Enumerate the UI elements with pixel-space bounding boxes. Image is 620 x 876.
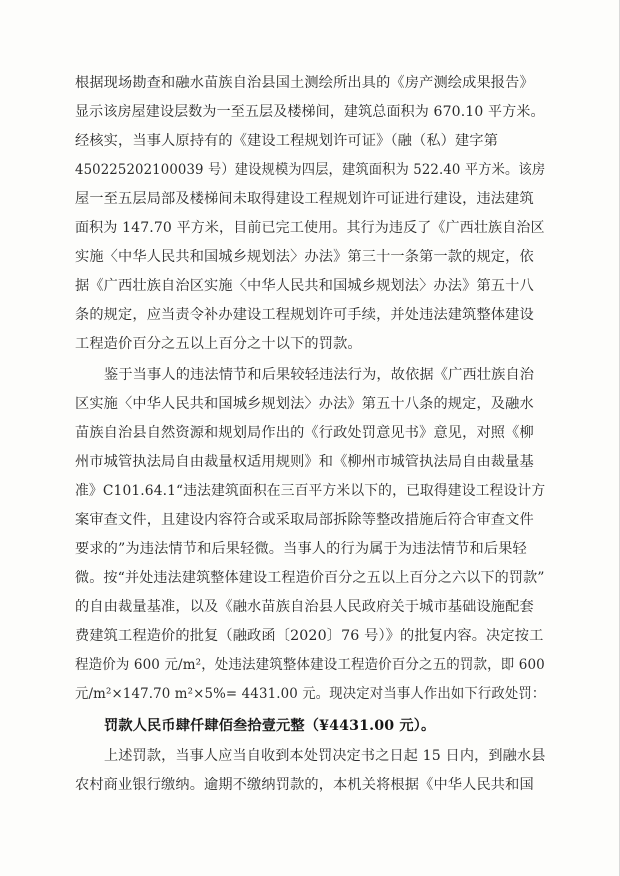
text-line: 显示该房屋建设层数为一至五层及楼梯间，建筑总面积为 670.10 平方米。	[75, 104, 545, 120]
text-line: 根据现场勘查和融水苗族自治县国土测绘所出具的《房产测绘成果报告》	[75, 75, 534, 91]
text-line: 农村商业银行缴纳。逾期不缴纳罚款的，本机关将根据《中华人民共和国	[75, 777, 534, 793]
text-line: 元/m²×147.70 m²×5%= 4431.00 元。现决定对当事人作出如下行政处罚：	[75, 686, 546, 702]
text-line: 工程造价百分之五以上百分之十以下的罚款。	[75, 336, 362, 352]
paragraph-first-line: 上述罚款，当事人应当自收到本处罚决定书之日起 15 日内，到融水县	[104, 748, 546, 764]
text-line: 屋一至五层局部及楼梯间未取得建设工程规划许可证进行建设，违法建筑	[75, 191, 534, 207]
text-line: 州市城管执法局自由裁量权适用规则》和《柳州市城管执法局自由裁量基	[75, 454, 534, 470]
text-line: 经核实，当事人原持有的《建设工程规划许可证》（融（私）建字第	[75, 133, 499, 149]
text-line: 苗族自治县自然资源和规划局作出的《行政处罚意见书》意见，对照《柳	[75, 425, 534, 441]
text-line: 程造价为 600 元/m²，处违法建筑整体建设工程造价百分之五的罚款，即 600	[75, 657, 545, 673]
text-line: 微。按“并处违法建筑整体建设工程造价百分之五以上百分之六以下的罚款”	[75, 570, 545, 586]
text-line: 费建筑工程造价的批复（融政函〔2020〕76 号）》的批复内容。决定按工	[75, 628, 544, 644]
text-line: 面积为 147.70 平方米，目前已完工使用。其行为违反了《广西壮族自治区	[75, 220, 545, 236]
penalty-decision-line: 罚款人民币肆仟肆佰叁拾壹元整（¥4431.00 元）。	[104, 718, 436, 734]
text-line: 案审查文件，且建设内容符合或采取局部拆除等整改措施后符合审查文件	[75, 512, 534, 528]
text-line: 的自由裁量基准，以及《融水苗族自治县人民政府关于城市基础设施配套	[75, 599, 534, 615]
text-line: 条的规定，应当责令补办建设工程规划许可手续，并处违法建筑整体建设	[75, 307, 534, 323]
text-line: 实施〈中华人民共和国城乡规划法〉办法》第三十一条第一款的规定，依	[75, 249, 534, 265]
paragraph-first-line: 鉴于当事人的违法情节和后果较轻违法行为，故依据《广西壮族自治	[104, 367, 535, 383]
text-line: 据《广西壮族自治区实施〈中华人民共和国城乡规划法〉办法》第五十八	[75, 278, 534, 294]
text-line: 准》C101.64.1“违法建筑面积在三百平方米以下的，已取得建设工程设计方	[75, 483, 546, 499]
text-line: 区实施〈中华人民共和国城乡规划法〉办法》第五十八条的规定，及融水	[75, 396, 534, 412]
text-line: 450225202100039 号）建设规模为四层，建筑面积为 522.40 平方米。该房	[75, 162, 546, 178]
text-line: 要求的”为违法情节和后果轻微。当事人的行为属于为违法情节和后果轻	[75, 541, 527, 557]
